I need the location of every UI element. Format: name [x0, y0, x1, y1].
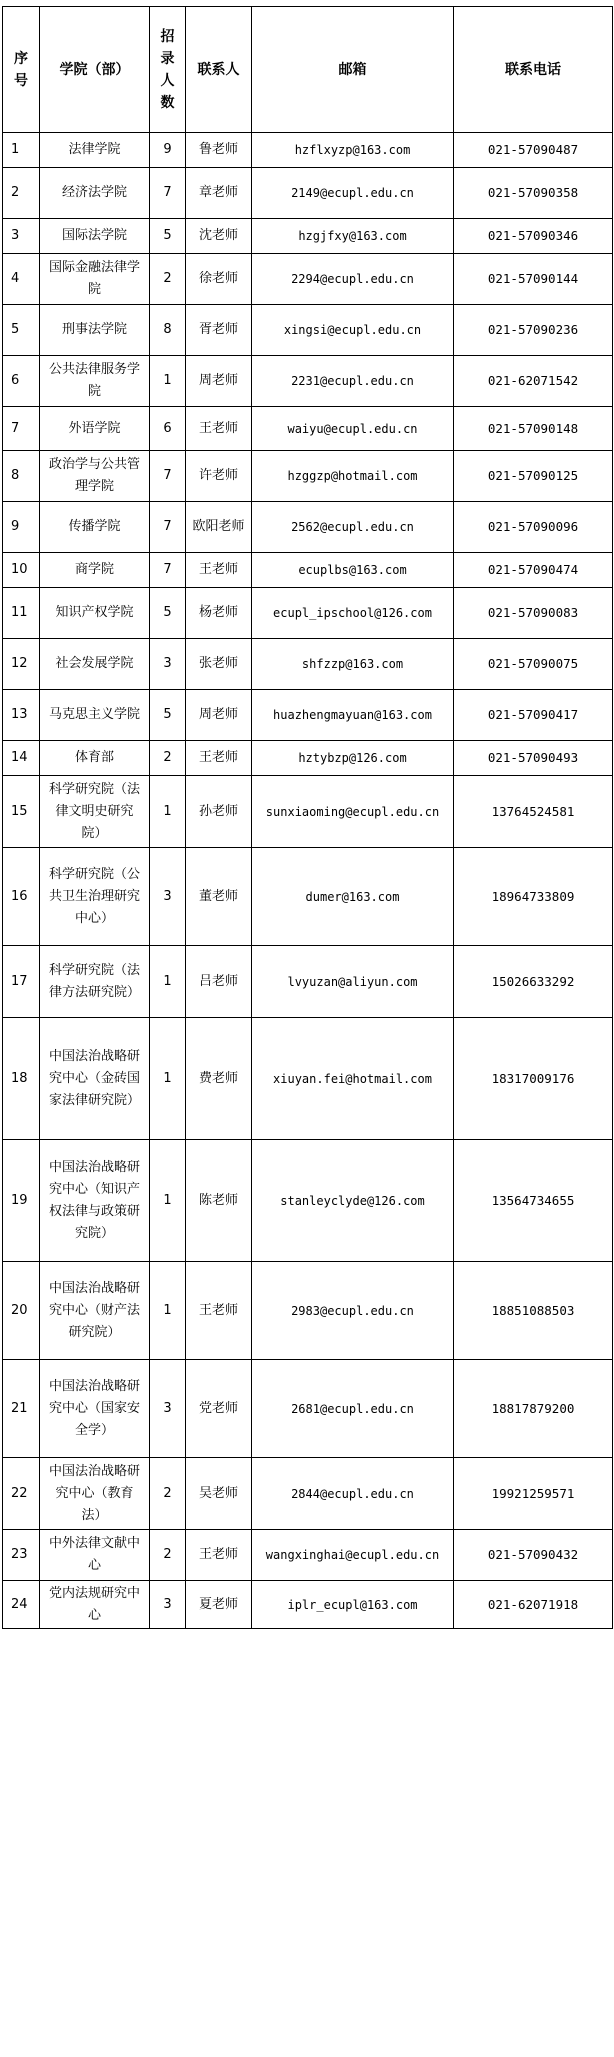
cell-index: 22	[3, 1458, 40, 1530]
cell-email: 2149@ecupl.edu.cn	[252, 168, 454, 219]
cell-college: 体育部	[40, 741, 150, 776]
cell-email: hzggzp@hotmail.com	[252, 451, 454, 502]
cell-contact: 欧阳老师	[186, 502, 252, 553]
cell-email: waiyu@ecupl.edu.cn	[252, 407, 454, 451]
cell-contact: 胥老师	[186, 305, 252, 356]
cell-contact: 王老师	[186, 1262, 252, 1360]
cell-contact: 许老师	[186, 451, 252, 502]
cell-index: 2	[3, 168, 40, 219]
cell-contact: 王老师	[186, 407, 252, 451]
cell-phone: 021-57090236	[454, 305, 613, 356]
cell-contact: 沈老师	[186, 219, 252, 254]
cell-quota: 1	[150, 946, 186, 1018]
cell-email: ecuplbs@163.com	[252, 553, 454, 588]
cell-contact: 周老师	[186, 356, 252, 407]
cell-index: 10	[3, 553, 40, 588]
cell-email: 2231@ecupl.edu.cn	[252, 356, 454, 407]
cell-quota: 5	[150, 690, 186, 741]
cell-index: 5	[3, 305, 40, 356]
cell-phone: 19921259571	[454, 1458, 613, 1530]
cell-college: 科学研究院（公共卫生治理研究中心）	[40, 848, 150, 946]
cell-quota: 1	[150, 356, 186, 407]
cell-email: ecupl_ipschool@126.com	[252, 588, 454, 639]
cell-phone: 021-57090358	[454, 168, 613, 219]
cell-email: shfzzp@163.com	[252, 639, 454, 690]
cell-college: 知识产权学院	[40, 588, 150, 639]
cell-index: 8	[3, 451, 40, 502]
cell-quota: 1	[150, 1262, 186, 1360]
cell-college: 国际法学院	[40, 219, 150, 254]
cell-college: 经济法学院	[40, 168, 150, 219]
cell-college: 法律学院	[40, 133, 150, 168]
cell-email: xingsi@ecupl.edu.cn	[252, 305, 454, 356]
cell-phone: 021-57090346	[454, 219, 613, 254]
cell-index: 16	[3, 848, 40, 946]
cell-email: wangxinghai@ecupl.edu.cn	[252, 1530, 454, 1581]
cell-index: 7	[3, 407, 40, 451]
cell-quota: 3	[150, 848, 186, 946]
cell-quota: 6	[150, 407, 186, 451]
table-row	[3, 1018, 613, 1140]
cell-college: 马克思主义学院	[40, 690, 150, 741]
cell-phone: 13564734655	[454, 1140, 613, 1262]
cell-email: 2983@ecupl.edu.cn	[252, 1262, 454, 1360]
cell-phone: 021-57090474	[454, 553, 613, 588]
table-row	[3, 407, 613, 451]
cell-quota: 1	[150, 776, 186, 848]
cell-index: 4	[3, 254, 40, 305]
cell-index: 1	[3, 133, 40, 168]
cell-quota: 2	[150, 254, 186, 305]
table-row	[3, 1530, 613, 1581]
cell-phone: 021-57090125	[454, 451, 613, 502]
cell-email: lvyuzan@aliyun.com	[252, 946, 454, 1018]
cell-phone: 15026633292	[454, 946, 613, 1018]
cell-email: stanleyclyde@126.com	[252, 1140, 454, 1262]
cell-email: iplr_ecupl@163.com	[252, 1581, 454, 1629]
cell-index: 24	[3, 1581, 40, 1629]
header-email: 邮箱	[252, 7, 454, 133]
cell-index: 17	[3, 946, 40, 1018]
header-college: 学院（部）	[40, 7, 150, 133]
cell-quota: 7	[150, 502, 186, 553]
table-row	[3, 1360, 613, 1458]
cell-phone: 021-57090144	[454, 254, 613, 305]
cell-college: 社会发展学院	[40, 639, 150, 690]
cell-index: 9	[3, 502, 40, 553]
cell-college: 中国法治战略研究中心（国家安全学）	[40, 1360, 150, 1458]
cell-quota: 9	[150, 133, 186, 168]
cell-phone: 021-57090083	[454, 588, 613, 639]
cell-contact: 孙老师	[186, 776, 252, 848]
header-phone: 联系电话	[454, 7, 613, 133]
cell-college: 中国法治战略研究中心（金砖国家法律研究院）	[40, 1018, 150, 1140]
cell-quota: 7	[150, 451, 186, 502]
cell-contact: 张老师	[186, 639, 252, 690]
cell-phone: 021-57090096	[454, 502, 613, 553]
cell-email: 2681@ecupl.edu.cn	[252, 1360, 454, 1458]
cell-contact: 党老师	[186, 1360, 252, 1458]
table-row	[3, 848, 613, 946]
table-row	[3, 356, 613, 407]
cell-contact: 夏老师	[186, 1581, 252, 1629]
cell-phone: 021-62071542	[454, 356, 613, 407]
table-row	[3, 451, 613, 502]
cell-phone: 021-57090148	[454, 407, 613, 451]
cell-contact: 陈老师	[186, 1140, 252, 1262]
cell-college: 中外法律文献中心	[40, 1530, 150, 1581]
cell-college: 国际金融法律学院	[40, 254, 150, 305]
cell-quota: 3	[150, 1360, 186, 1458]
cell-email: dumer@163.com	[252, 848, 454, 946]
cell-contact: 王老师	[186, 741, 252, 776]
cell-college: 中国法治战略研究中心（知识产权法律与政策研究院）	[40, 1140, 150, 1262]
header-contact: 联系人	[186, 7, 252, 133]
cell-phone: 18851088503	[454, 1262, 613, 1360]
cell-quota: 5	[150, 588, 186, 639]
table-row	[3, 776, 613, 848]
cell-index: 20	[3, 1262, 40, 1360]
cell-index: 15	[3, 776, 40, 848]
cell-email: hzgjfxy@163.com	[252, 219, 454, 254]
table-row	[3, 305, 613, 356]
cell-college: 中国法治战略研究中心（财产法研究院）	[40, 1262, 150, 1360]
cell-contact: 徐老师	[186, 254, 252, 305]
cell-phone: 18317009176	[454, 1018, 613, 1140]
table-row	[3, 254, 613, 305]
cell-contact: 鲁老师	[186, 133, 252, 168]
cell-index: 6	[3, 356, 40, 407]
cell-contact: 费老师	[186, 1018, 252, 1140]
cell-quota: 2	[150, 741, 186, 776]
cell-email: 2562@ecupl.edu.cn	[252, 502, 454, 553]
cell-college: 科学研究院（法律文明史研究院）	[40, 776, 150, 848]
cell-contact: 董老师	[186, 848, 252, 946]
table-row	[3, 690, 613, 741]
cell-quota: 5	[150, 219, 186, 254]
cell-contact: 吕老师	[186, 946, 252, 1018]
table-row	[3, 219, 613, 254]
cell-phone: 021-57090487	[454, 133, 613, 168]
cell-email: hztybzp@126.com	[252, 741, 454, 776]
cell-quota: 2	[150, 1530, 186, 1581]
table-row	[3, 553, 613, 588]
cell-quota: 1	[150, 1140, 186, 1262]
recruitment-contact-table	[2, 6, 613, 1629]
cell-quota: 3	[150, 1581, 186, 1629]
table-row	[3, 639, 613, 690]
cell-contact: 章老师	[186, 168, 252, 219]
table-row	[3, 502, 613, 553]
cell-index: 11	[3, 588, 40, 639]
cell-college: 党内法规研究中心	[40, 1581, 150, 1629]
cell-phone: 021-57090493	[454, 741, 613, 776]
cell-quota: 2	[150, 1458, 186, 1530]
table-row	[3, 133, 613, 168]
table-row	[3, 1458, 613, 1530]
cell-index: 18	[3, 1018, 40, 1140]
table-row	[3, 741, 613, 776]
table-row	[3, 168, 613, 219]
cell-college: 传播学院	[40, 502, 150, 553]
cell-index: 13	[3, 690, 40, 741]
cell-index: 3	[3, 219, 40, 254]
cell-college: 外语学院	[40, 407, 150, 451]
cell-phone: 18964733809	[454, 848, 613, 946]
cell-index: 12	[3, 639, 40, 690]
cell-quota: 7	[150, 553, 186, 588]
cell-phone: 13764524581	[454, 776, 613, 848]
header-index: 序号	[3, 7, 40, 133]
cell-email: hzflxyzp@163.com	[252, 133, 454, 168]
table-row	[3, 588, 613, 639]
cell-quota: 1	[150, 1018, 186, 1140]
cell-index: 21	[3, 1360, 40, 1458]
cell-email: xiuyan.fei@hotmail.com	[252, 1018, 454, 1140]
cell-index: 14	[3, 741, 40, 776]
cell-college: 刑事法学院	[40, 305, 150, 356]
cell-email: sunxiaoming@ecupl.edu.cn	[252, 776, 454, 848]
cell-phone: 021-57090417	[454, 690, 613, 741]
cell-contact: 杨老师	[186, 588, 252, 639]
cell-contact: 王老师	[186, 1530, 252, 1581]
table-row	[3, 946, 613, 1018]
cell-phone: 18817879200	[454, 1360, 613, 1458]
cell-index: 23	[3, 1530, 40, 1581]
table-row	[3, 1581, 613, 1629]
cell-email: huazhengmayuan@163.com	[252, 690, 454, 741]
table-body	[3, 133, 613, 1629]
cell-college: 商学院	[40, 553, 150, 588]
cell-phone: 021-62071918	[454, 1581, 613, 1629]
cell-email: 2294@ecupl.edu.cn	[252, 254, 454, 305]
cell-college: 公共法律服务学院	[40, 356, 150, 407]
cell-phone: 021-57090432	[454, 1530, 613, 1581]
table-header-row	[3, 7, 613, 133]
header-quota: 招录人数	[150, 7, 186, 133]
cell-email: 2844@ecupl.edu.cn	[252, 1458, 454, 1530]
table-row	[3, 1140, 613, 1262]
cell-college: 政治学与公共管理学院	[40, 451, 150, 502]
cell-phone: 021-57090075	[454, 639, 613, 690]
cell-college: 科学研究院（法律方法研究院）	[40, 946, 150, 1018]
table-row	[3, 1262, 613, 1360]
cell-college: 中国法治战略研究中心（教育法）	[40, 1458, 150, 1530]
cell-contact: 周老师	[186, 690, 252, 741]
cell-quota: 8	[150, 305, 186, 356]
cell-contact: 王老师	[186, 553, 252, 588]
cell-quota: 7	[150, 168, 186, 219]
cell-contact: 吴老师	[186, 1458, 252, 1530]
cell-index: 19	[3, 1140, 40, 1262]
cell-quota: 3	[150, 639, 186, 690]
